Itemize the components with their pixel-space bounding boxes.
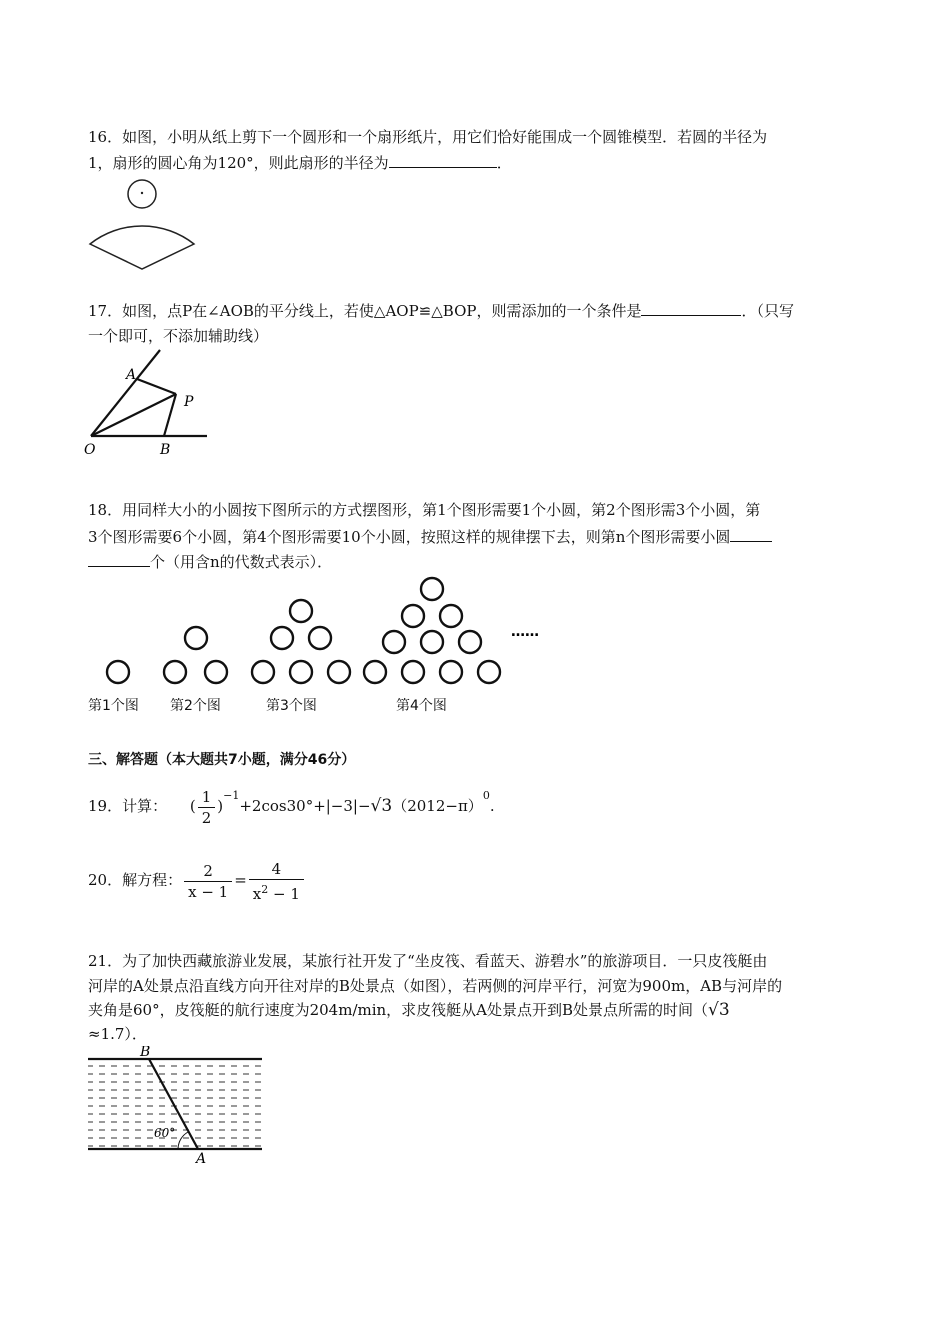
q19-fraction	[198, 787, 216, 828]
pattern-circle	[478, 661, 500, 683]
q20-rhs-den	[249, 880, 304, 904]
q20-lhs-fraction	[184, 861, 232, 902]
q20-rhs-den-exp: 2	[261, 882, 269, 896]
segment-ap	[137, 379, 176, 394]
caption-fig3: 第3个图	[266, 698, 317, 714]
q21-line2: 河岸的A处景点沿直线方向开往对岸的B处景点（如图），若两侧的河岸平行，河宽为900m，AB与河岸的	[88, 977, 783, 995]
pattern-circle	[271, 627, 293, 649]
pattern-circle	[164, 661, 186, 683]
q21-line3	[88, 999, 730, 1021]
q18-answer-blank-a	[730, 527, 772, 542]
q16-line1: 16．如图，小明从纸上剪下一个圆形和一个扇形纸片，用它们恰好能围成一个圆锥模型．若圆的半径为	[88, 128, 768, 146]
section-title: 三、解答题（本大题共7小题，满分46分）	[88, 752, 356, 768]
q20-rhs-den-tail: − 1	[268, 884, 300, 903]
q20-lhs-den: x − 1	[188, 882, 229, 901]
pattern-circle	[290, 600, 312, 622]
q17-line2: 一个即可，不添加辅助线）	[88, 327, 269, 345]
q16-answer-blank	[389, 153, 497, 168]
q19-exp2: 0	[482, 789, 490, 802]
pattern-circle	[440, 605, 462, 627]
pattern-circle	[328, 661, 350, 683]
q18-text-end: 个（用含n的代数式表示）．	[150, 553, 333, 571]
q20-prefix: 20．解方程：	[88, 871, 183, 889]
label-a: A	[196, 1151, 207, 1166]
pattern-ellipsis: ……	[511, 624, 539, 640]
q21-line1: 21．为了加快西藏旅游业发展，某旅行社开发了“坐皮筏、看蓝天、游碧水”的旅游项目．一只皮筏艇由	[88, 952, 768, 970]
pattern-circle	[421, 631, 443, 653]
q20-line	[88, 856, 306, 904]
q16-line2	[88, 152, 512, 174]
q17-text: 17．如图，点P在∠AOB的平分线上，若使△AOP≌△BOP，则需添加的一个条件是	[88, 302, 642, 320]
q17-line1	[88, 300, 794, 322]
q19-exp1: −1	[223, 789, 240, 802]
q17-answer-blank	[641, 301, 741, 316]
q21-sqrt: √3	[708, 1000, 730, 1020]
q20-equals: =	[234, 871, 247, 889]
q18-line3	[88, 551, 332, 573]
q19-end: .	[489, 797, 495, 815]
q17-text-end: ．（只写	[741, 302, 794, 320]
pattern-circle	[440, 661, 462, 683]
pattern-circle	[290, 661, 312, 683]
label-b: B	[140, 1046, 151, 1060]
q18-answer-blank-b	[88, 552, 150, 567]
q19-tail: （2012−π）	[392, 797, 483, 815]
pattern-circle	[421, 578, 443, 600]
q20-rhs-num: 4	[249, 859, 304, 880]
pattern-circle	[364, 661, 386, 683]
pattern-circle	[205, 661, 227, 683]
segment-op	[91, 394, 176, 436]
label-p: P	[184, 394, 194, 410]
q20-lhs-num: 2	[184, 861, 232, 882]
circle-center-dot	[141, 192, 143, 194]
ray-oa	[91, 350, 160, 436]
q16-text: 1，扇形的圆心角为120°，则此扇形的半径为	[88, 154, 389, 172]
caption-fig1: 第1个图	[88, 698, 139, 714]
q18-line1: 18．用同样大小的小圆按下图所示的方式摆图形，第1个图形需要1个小圆，第2个图形需3个小圆，第	[88, 501, 761, 519]
label-a: A	[126, 367, 137, 383]
q20-rhs-den-base: x	[252, 884, 262, 903]
q19-frac-den: 2	[201, 808, 212, 827]
q18-line2	[88, 526, 772, 548]
q19-prefix: 19．计算：	[88, 797, 168, 815]
river-figure	[86, 1046, 266, 1166]
pattern-circle	[402, 661, 424, 683]
caption-fig2: 第2个图	[170, 698, 221, 714]
q20-rhs-fraction	[249, 859, 304, 904]
pattern-circle	[459, 631, 481, 653]
angle-bisector-figure	[82, 346, 212, 460]
q16-period: ．	[496, 154, 512, 172]
angle-label: 60°	[154, 1126, 176, 1140]
q21-line4: ≈1.7）．	[88, 1025, 147, 1043]
pattern-circle	[309, 627, 331, 649]
q19-sqrt: √3	[370, 796, 393, 816]
segment-bp	[164, 394, 176, 436]
pattern-circle	[402, 605, 424, 627]
circle-pattern-figure	[86, 574, 556, 692]
pattern-circle	[185, 627, 207, 649]
q18-text: 3个图形需要6个小圆，第4个图形需要10个小圆，按照这样的规律摆下去，则第n个图形需要小圆	[88, 528, 731, 546]
cone-net-figure	[86, 178, 206, 274]
pattern-circle	[107, 661, 129, 683]
sector-shape	[90, 226, 194, 269]
label-o: O	[84, 442, 96, 458]
pattern-circle	[252, 661, 274, 683]
q19-frac-num: 1	[198, 787, 216, 808]
q21-text: 夹角是60°，皮筏艇的航行速度为204m/min，求皮筏艇从A处景点开到B处景点所需的时间（	[88, 1001, 709, 1019]
label-b: B	[160, 442, 171, 458]
q19-line: 19．计算： ( $\frac{1}{2}$ )$^{-1}+2\cos 30^\circ+|-3|-√3(2012-\pi)^0$.	[88, 787, 495, 827]
q19-middle: +2cos30°+|−3|−	[239, 797, 371, 815]
caption-fig4: 第4个图	[396, 698, 447, 714]
pattern-circle	[383, 631, 405, 653]
